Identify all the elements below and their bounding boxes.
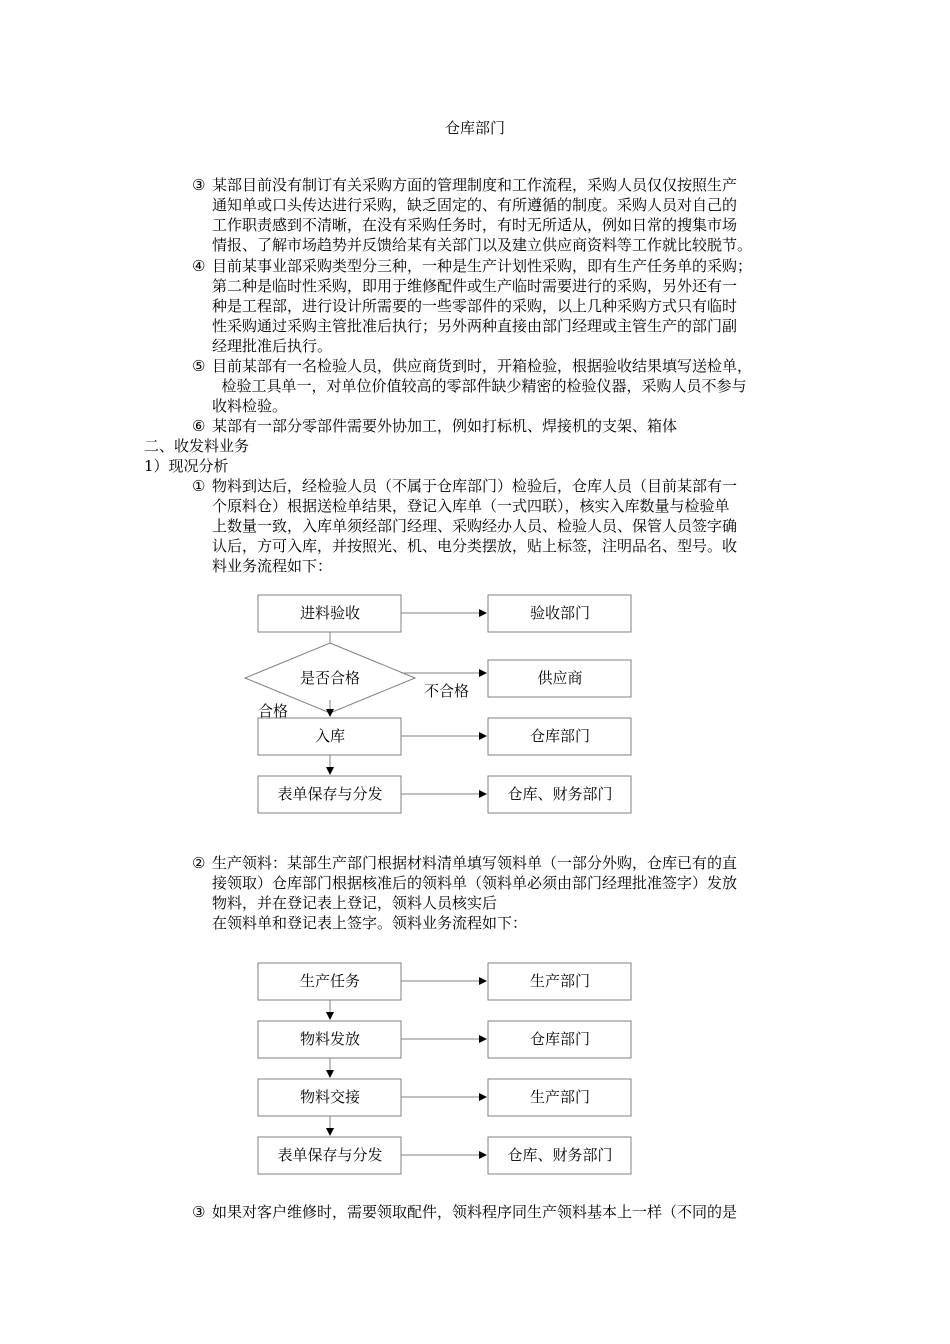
- paragraph-line: 工作职责感到不清晰，在没有采购任务时，有时无所适从，例如日常的搜集市场: [212, 216, 738, 234]
- paragraph-line: 物料，并在登记表上登记，领料人员核实后: [212, 894, 498, 912]
- list-marker: ①: [192, 477, 206, 495]
- flow1-fail-label: 不合格: [424, 682, 470, 700]
- paragraph-line: 认后，方可入库，并按照光、机、电分类摆放，贴上标签，注明品名、型号。收: [212, 537, 738, 555]
- paragraph-line: 料业务流程如下：: [212, 557, 333, 575]
- paragraph-line: 某部目前没有制订有关采购方面的管理制度和工作流程，采购人员仅仅按照生产: [212, 176, 738, 194]
- list-marker: ③: [192, 176, 206, 194]
- list-marker: ③: [192, 1203, 206, 1221]
- paragraph-line: 个原料仓）根据送检单结果，登记入库单（一式四联），核实入库数量与检验单: [212, 497, 730, 515]
- flow1-step-label: 入库: [314, 727, 346, 745]
- paragraph-line: 上数量一致，入库单须经部门经理、采购经办人员、检验人员、保管人员签字确: [212, 517, 738, 535]
- flow1-step-label: 表单保存与分发: [277, 785, 383, 803]
- paragraph-line: 目前某事业部采购类型分三种，一种是生产计划性采购，即有生产任务单的采购；: [212, 257, 753, 275]
- list-marker: ④: [192, 257, 206, 275]
- flow2-target-label: 仓库部门: [529, 1030, 591, 1048]
- paragraph-line: 物料到达后，经检验人员（不属于仓库部门）检验后，仓库人员（目前某部有一: [212, 477, 738, 495]
- page-title: 仓库部门: [444, 119, 505, 137]
- paragraph-line: 第二种是临时性采购，即用于维修配件或生产临时需要进行的采购，另外还有一: [212, 277, 738, 295]
- flow2-target-label: 仓库、财务部门: [507, 1146, 613, 1164]
- flow2-target-label: 生产部门: [529, 1088, 591, 1106]
- flow2-step-label: 物料交接: [299, 1088, 361, 1106]
- list-marker: ②: [192, 854, 206, 872]
- paragraph-line: 某部有一部分零部件需要外协加工，例如打标机、焊接机的支架、箱体: [212, 417, 678, 435]
- paragraph-line: 经理批准后执行。: [212, 337, 333, 355]
- paragraph-line: 在领料单和登记表上签字。领料业务流程如下：: [212, 914, 528, 932]
- flow2-target-label: 生产部门: [529, 972, 591, 990]
- flow1-step-label: 进料验收: [299, 604, 361, 622]
- flow1-step-label: 是否合格: [299, 669, 361, 687]
- paragraph-line: 收料检验。: [212, 397, 288, 415]
- list-marker: ⑤: [192, 357, 206, 375]
- flow1-target-label: 供应商: [537, 669, 583, 687]
- flow1-target-label: 仓库、财务部门: [507, 785, 613, 803]
- flow2-step-label: 生产任务: [299, 972, 361, 990]
- paragraph-line: 情报、了解市场趋势并反馈给某有关部门以及建立供应商资料等工作就比较脱节。: [212, 236, 753, 254]
- paragraph-line: 性采购通过采购主管批准后执行；另外两种直接由部门经理或主管生产的部门副: [212, 317, 738, 335]
- flow1-target-label: 仓库部门: [529, 727, 591, 745]
- paragraph-line: 种是工程部，进行设计所需要的一些零部件的采购，以上几种采购方式只有临时: [212, 297, 738, 315]
- paragraph-line: 检验工具单一，对单位价值较高的零部件缺少精密的检验仪器，采购人员不参与: [212, 377, 747, 395]
- flow2-step-label: 物料发放: [299, 1030, 361, 1048]
- paragraph-line: 目前某部有一名检验人员，供应商货到时，开箱检验，根据验收结果填写送检单，: [212, 357, 753, 375]
- flow1-target-label: 验收部门: [529, 604, 591, 622]
- section-heading: 二、收发料业务: [144, 437, 250, 455]
- flow2-step-label: 表单保存与分发: [277, 1146, 383, 1164]
- list-marker: ⑥: [192, 417, 206, 435]
- paragraph-line: 通知单或口头传达进行采购，缺乏固定的、有所遵循的制度。采购人员对自己的: [212, 196, 738, 214]
- paragraph-line: 接领取）仓库部门根据核准后的领料单（领料单必须由部门经理批准签字）发放: [212, 874, 738, 892]
- flow1-pass-label: 合格: [258, 702, 289, 720]
- paragraph-line: 如果对客户维修时，需要领取配件，领料程序同生产领料基本上一样（不同的是: [212, 1203, 738, 1221]
- subsection-heading: 1）现况分析: [144, 457, 229, 475]
- paragraph-line: 生产领料：某部生产部门根据材料清单填写领料单（一部分外购，仓库已有的直: [212, 854, 738, 872]
